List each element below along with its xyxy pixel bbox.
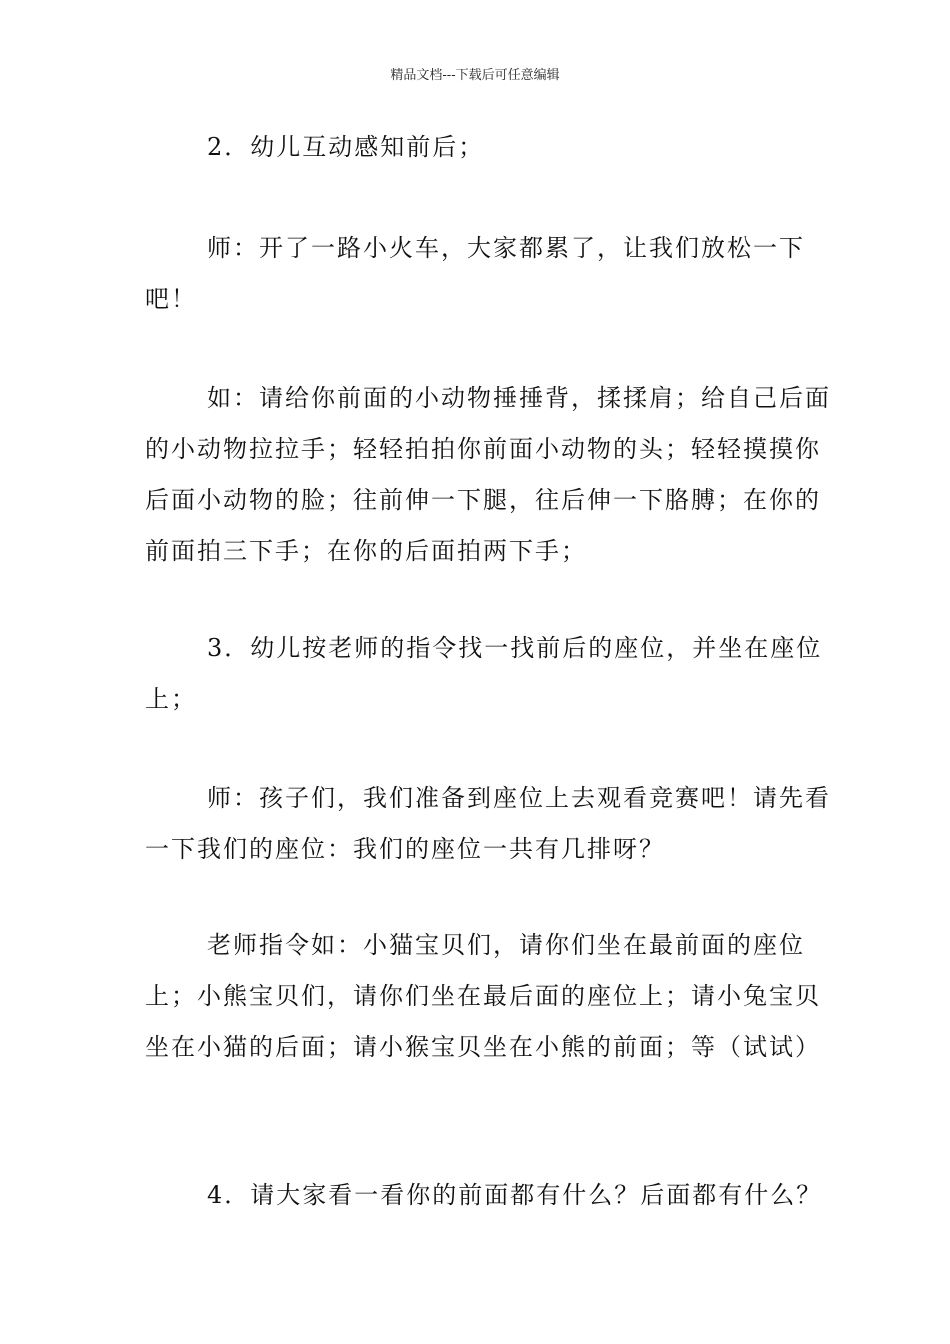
paragraph-text: 老师指令如：小猫宝贝们，请你们坐在最前面的座位上；小熊宝贝们，请你们坐在最后面的座位上；请小兔宝贝坐在小猫的后面；请小猴宝贝坐在小熊的前面；等（试试） (145, 931, 821, 1061)
paragraph-teacher-seats (145, 773, 835, 875)
paragraph-text: 师：开了一路小火车，大家都累了，让我们放松一下吧！ (145, 234, 805, 313)
paragraph-text: 3．幼儿按老师的指令找一找前后的座位，并坐在座位上； (145, 634, 823, 713)
page-header: 精品文档---下载后可任意编辑 (390, 68, 560, 83)
paragraph-teacher-relax (145, 223, 835, 325)
paragraph-step-3 (145, 623, 835, 725)
paragraph-step-4 (145, 1170, 835, 1221)
paragraph-teacher-instructions (145, 920, 835, 1073)
paragraph-step-2 (145, 122, 835, 173)
paragraph-text: 2．幼儿互动感知前后； (207, 133, 485, 161)
paragraph-text: 师：孩子们，我们准备到座位上去观看竞赛吧！请先看一下我们的座位：我们的座位一共有几排呀？ (145, 784, 831, 863)
paragraph-text: 如：请给你前面的小动物捶捶背，揉揉肩；给自己后面的小动物拉拉手；轻轻拍拍你前面小动物的头；轻轻摸摸你后面小动物的脸；往前伸一下腿，往后伸一下胳膊；在你的前面拍三下手；在你的后面拍两下手； (145, 384, 831, 565)
paragraph-example-actions (145, 373, 835, 577)
paragraph-text: 4．请大家看一看你的前面都有什么？后面都有什么？ (207, 1181, 823, 1209)
